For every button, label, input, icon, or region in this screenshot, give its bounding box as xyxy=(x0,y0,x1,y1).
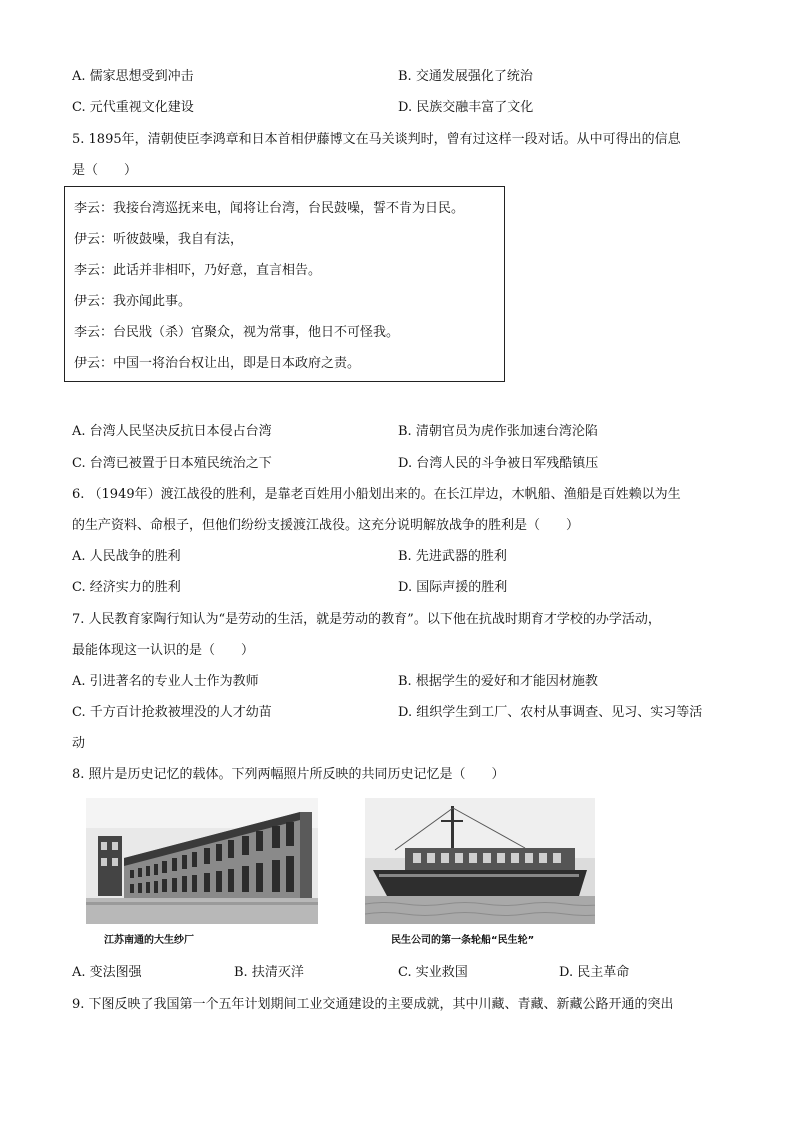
photo-minsheng-steamship xyxy=(365,798,595,924)
q7-option-b: B. 根据学生的爱好和才能因材施教 xyxy=(398,674,598,689)
q7-stem-line2: 最能体现这一认识的是（ ） xyxy=(72,643,255,658)
q8-option-b: B. 扶清灭洋 xyxy=(234,965,304,980)
dialogue-line: 李云：我接台湾巡抚来电，闻将让台湾，台民鼓噪，誓不肯为日民。 xyxy=(74,201,465,216)
q4-option-c: C. 元代重视文化建设 xyxy=(72,100,194,115)
q5-option-a: A. 台湾人民坚决反抗日本侵占台湾 xyxy=(72,424,272,439)
dialogue-line: 李云：此话并非相吓，乃好意，直言相告。 xyxy=(74,263,322,278)
q8-option-c: C. 实业救国 xyxy=(398,965,468,980)
q4-option-d: D. 民族交融丰富了文化 xyxy=(398,100,534,115)
q5-dialogue-box xyxy=(64,186,505,382)
q5-stem-line2: 是（ ） xyxy=(72,163,138,178)
q7-option-d: D. 组织学生到工厂、农村从事调查、见习、实习等活 xyxy=(398,705,703,720)
q6-option-a: A. 人民战争的胜利 xyxy=(72,549,181,564)
q9-stem-line1: 9. 下图反映了我国第一个五年计划期间工业交通建设的主要成就，其中川藏、青藏、新藏公路开通的突出 xyxy=(72,997,674,1012)
dialogue-line: 伊云：听彼鼓噪，我自有法， xyxy=(74,232,244,247)
q8-option-d: D. 民主革命 xyxy=(559,965,630,980)
q6-stem-line1: 6. （1949年）渡江战役的胜利，是靠老百姓用小船划出来的。在长江岸边，木帆船、渔船是百姓赖以为生 xyxy=(72,487,681,502)
q5-option-c: C. 台湾已被置于日本殖民统治之下 xyxy=(72,456,272,471)
caption-minsheng-steamship: 民生公司的第一条轮船“民生轮” xyxy=(391,935,535,946)
q8-stem: 8. 照片是历史记忆的载体。下列两幅照片所反映的共同历史记忆是（ ） xyxy=(72,767,505,782)
q5-option-b: B. 清朝官员为虎作张加速台湾沦陷 xyxy=(398,424,598,439)
caption-textile-factory: 江苏南通的大生纱厂 xyxy=(104,935,194,946)
q6-option-d: D. 国际声援的胜利 xyxy=(398,580,508,595)
q7-option-d-continued: 动 xyxy=(72,736,86,751)
dialogue-line: 伊云：我亦闻此事。 xyxy=(74,294,192,309)
q7-option-a: A. 引进著名的专业人士作为教师 xyxy=(72,674,259,689)
q5-option-d: D. 台湾人民的斗争被日军残酷镇压 xyxy=(398,456,599,471)
q8-option-a: A. 变法图强 xyxy=(72,965,142,980)
q6-option-c: C. 经济实力的胜利 xyxy=(72,580,181,595)
q6-option-b: B. 先进武器的胜利 xyxy=(398,549,507,564)
q4-option-b: B. 交通发展强化了统治 xyxy=(398,69,533,84)
q7-stem-line1: 7. 人民教育家陶行知认为“是劳动的生活，就是劳动的教育”。以下他在抗战时期育才学校的办学活动， xyxy=(72,612,661,627)
q7-option-c: C. 千方百计抢救被埋没的人才幼苗 xyxy=(72,705,272,720)
photo-textile-factory xyxy=(86,798,318,924)
dialogue-line: 伊云：中国一将治台权让出，即是日本政府之责。 xyxy=(74,356,361,371)
dialogue-line: 李云：台民戕（杀）官聚众，视为常事，他日不可怪我。 xyxy=(74,325,400,340)
q6-stem-line2: 的生产资料、命根子，但他们纷纷支援渡江战役。这充分说明解放战争的胜利是（ ） xyxy=(72,518,580,533)
q5-stem-line1: 5. 1895年，清朝使臣李鸿章和日本首相伊藤博文在马关谈判时，曾有过这样一段对话。从中可得出的信息 xyxy=(72,132,681,147)
q4-option-a: A. 儒家思想受到冲击 xyxy=(72,69,194,84)
